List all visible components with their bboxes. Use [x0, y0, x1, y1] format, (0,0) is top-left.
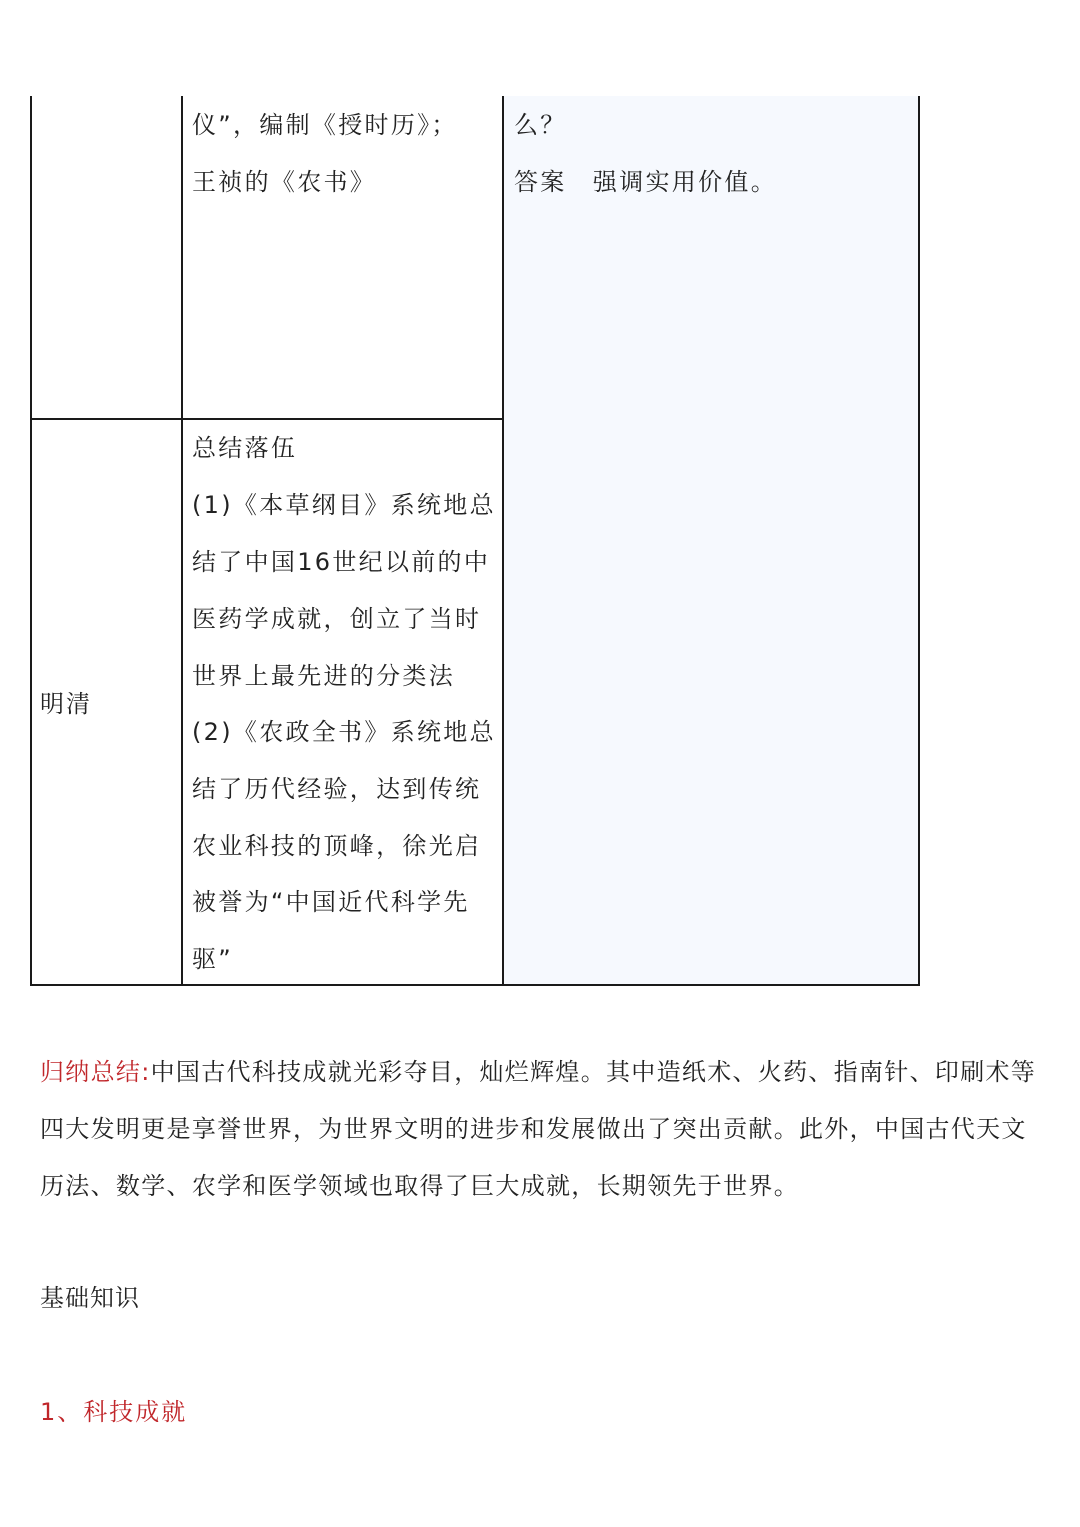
summary-text: 中国古代科技成就光彩夺目，灿烂辉煌。其中造纸术、火药、指南针、印刷术等四大发明更是享誉世界，为世界文明的进步和发展做出了突出贡献。此外，中国古代天文历法、数学、农学和医学领域也取得了巨大成就，长期领先于世界。: [40, 1058, 1037, 1200]
row2-achievement-line: 结了中国16世纪以前的中: [192, 548, 491, 576]
qa-question-line: 么？: [514, 111, 567, 139]
row2-achievement-line: 农业科技的顶峰，徐光启: [192, 832, 482, 860]
basics-heading: 基础知识: [40, 1284, 140, 1312]
qa-answer-line: 答案 强调实用价值。: [514, 168, 777, 196]
table-border-right: [918, 96, 920, 986]
section-heading: 1、科技成就: [40, 1398, 188, 1426]
table-border-left: [30, 96, 32, 986]
row2-achievement-line: (2)《农政全书》系统地总: [192, 718, 496, 746]
summary-label: 归纳总结:: [40, 1058, 151, 1086]
summary-paragraph: [40, 1044, 1045, 1214]
row2-achievement-line: 医药学成就，创立了当时: [192, 605, 482, 633]
row1-achievement-line-1: 仪”，编制《授时历》；: [192, 111, 458, 139]
row2-achievement-line: 被誉为“中国近代科学先: [192, 888, 470, 916]
row1-achievement-line-2: 王祯的《农书》: [192, 168, 377, 196]
row2-achievement-line: 世界上最先进的分类法: [192, 662, 455, 690]
row2-achievement-line: 驱”: [192, 945, 234, 973]
table-divider-era: [181, 96, 183, 986]
row2-achievement-line: 总结落伍: [192, 434, 298, 462]
row2-achievement-line: 结了历代经验，达到传统: [192, 775, 482, 803]
table-border-bottom: [30, 984, 920, 986]
qa-cell-background: [504, 96, 918, 984]
row2-era-label: 明清: [40, 690, 92, 718]
table-divider-content: [502, 96, 504, 986]
row2-achievement-line: (1)《本草纲目》系统地总: [192, 491, 496, 519]
